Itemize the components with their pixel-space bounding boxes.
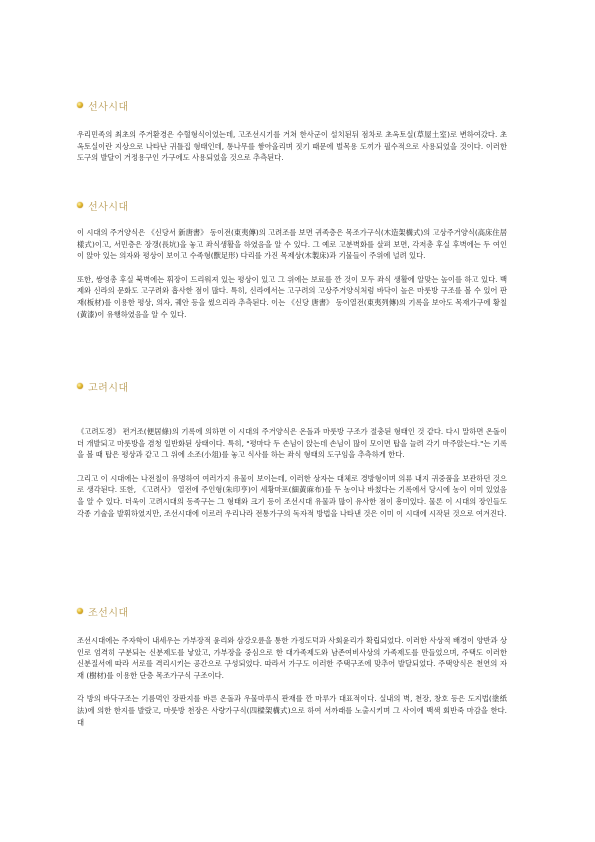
section-heading [77,197,507,213]
section-joseon [77,603,507,728]
paragraph: 그리고 이 시대에는 나전칠이 유명하여 여러가지 유물이 보이는데, 이러한 상자는 대체로 경방형이며 의류 내지 귀중품을 보관하던 것으로 생각된다. 또한, 《고려사》 열전에 주인형(朱印亨)이 세황마포(細黃麻布)를 두 농이나 바쳤다는 기록에서 당시에 농이 이미 있었음을 알 수 있다. 더욱이 고려시대의 동족구는 그 형태와 크기 등이 조선시대 유물과 많이 유사한 점이 흥미있다. 물론 이 시대의 장인들도 각종 기술을 발휘하였지만, 조선시대에 이르러 우리나라 전통가구의 독자적 방법을 나타낸 것은 이미 이 시대에 시작된 것으로 여겨진다. [77,473,507,518]
section-heading-text: 선사시대 [88,101,129,113]
paragraph: 이 시대의 주거양식은 《신당서 新唐書》 동이전(東夷傳)의 고려조를 보면 귀족층은 목조가구식(木造架構式)의 고상주거양식(高床住居樣式)이고, 서민층은 장갱(長坑)을 놓고 좌식생활을 하였음을 알 수 있다. 그 예로 고분벽화를 살펴 보면, 각저총 후실 후벽에는 두 여인이 앉아 있는 의자와 평상이 보이고 수족형(獸足形) 다리를 가진 목제상(木製床)과 기물들이 주위에 널려 있다. [77,228,507,261]
paragraph: 또한, 쌍영총 후실 북벽에는 휘장이 드리워져 있는 평상이 있고 그 위에는 보료를 깐 것이 모두 좌식 생활에 알맞는 높이를 하고 있다. 백제와 신라의 문화도 고구려와 흡사한 점이 많다. 특히, 신라에서는 고구려의 고상주거양식처럼 바닥이 높은 마룻방 구조를 볼 수 있어 판재(板材)를 이용한 평상, 의자, 궤안 등을 썼으리라 추측된다. 이는 《신당 唐書》 동이열전(東夷列傳)의 기록을 보아도 목재가구에 황칠(黃漆)이 유행하였음을 알 수 있다. [77,274,507,319]
section-heading [77,378,507,394]
gold-bullet-icon [77,102,83,108]
section-heading [77,97,507,113]
gold-bullet-icon [77,383,83,389]
section-heading-text: 선사시대 [88,201,129,213]
section-goryeo [77,378,507,519]
gold-bullet-icon [77,608,83,614]
section-heading-text: 고려시대 [88,382,129,394]
paragraph: 조선시대에는 주자학이 내세우는 가부장적 윤리와 삼강오륜을 통한 가정도덕과 사회윤리가 확립되었다. 이러한 사상적 배경이 양반과 상인로 엄격히 구분되는 신분제도를 낳았고, 가부장을 중심으로 한 대가족제도와 남존여비사상의 가족제도를 만들었으며, 주택도 이러한 신분질서에 따라 서로를 격리시키는 공간으로 구성되었다. 따라서 가구도 이러한 주택구조에 맞추어 발달되었다. 주택양식은 천연의 자재 (樹材)를 이용한 단층 목조가구식 구조이다. [77,636,507,680]
gold-bullet-icon [77,202,83,208]
section-prehistoric-1 [77,97,507,164]
paragraph: 《고려도경》 편거조(便居條)의 기록에 의하면 이 시대의 주거양식은 온돌과 마룻방 구조가 절충된 형태인 것 같다. 다시 말하면 온돌이 더 개발되고 마룻방을 겸청 일반화된 상태이다. 특히, "평마다 두 손님이 앉는데 손님이 많이 모이면 탑을 늘려 각기 마주앉는다."는 기록을 볼 때 탑은 평상과 같고 그 위에 소조(小俎)를 놓고 식사를 하는 좌식 형태의 도구임을 추측하게 한다. [77,427,507,460]
section-heading-text: 조선시대 [88,607,129,619]
paragraph: 각 방의 바닥구조는 기름먹인 장판지를 바른 온돌과 우물마루식 판재를 깐 마루가 대표적이다. 실내의 벽, 천장, 창호 등은 도지법(塗紙法)에 의한 한지를 발랐고, 마룻방 천장은 사량가구식(四樑架構式)으로 하여 서까래를 노출시키며 그 사이에 백색 회반죽 마감을 한다. 대 [77,694,507,727]
section-heading [77,603,507,619]
section-prehistoric-2 [77,197,507,320]
paragraph: 우리민족의 최초의 주거환경은 수혈형식이었는데, 고조선시기를 거쳐 한사군이 설치된뒤 점차로 초옥토실(草屋土室)로 변하여갔다. 초옥토실이란 지상으로 나타난 귀틀집 형태인데, 통나무를 쌓아올리며 짓기 때문에 벌목용 도끼가 필수적으로 사용되었을 것이다. 이러한 도구의 발달이 거정용구인 가구에도 사용되었을 것으로 추측된다. [77,130,507,163]
